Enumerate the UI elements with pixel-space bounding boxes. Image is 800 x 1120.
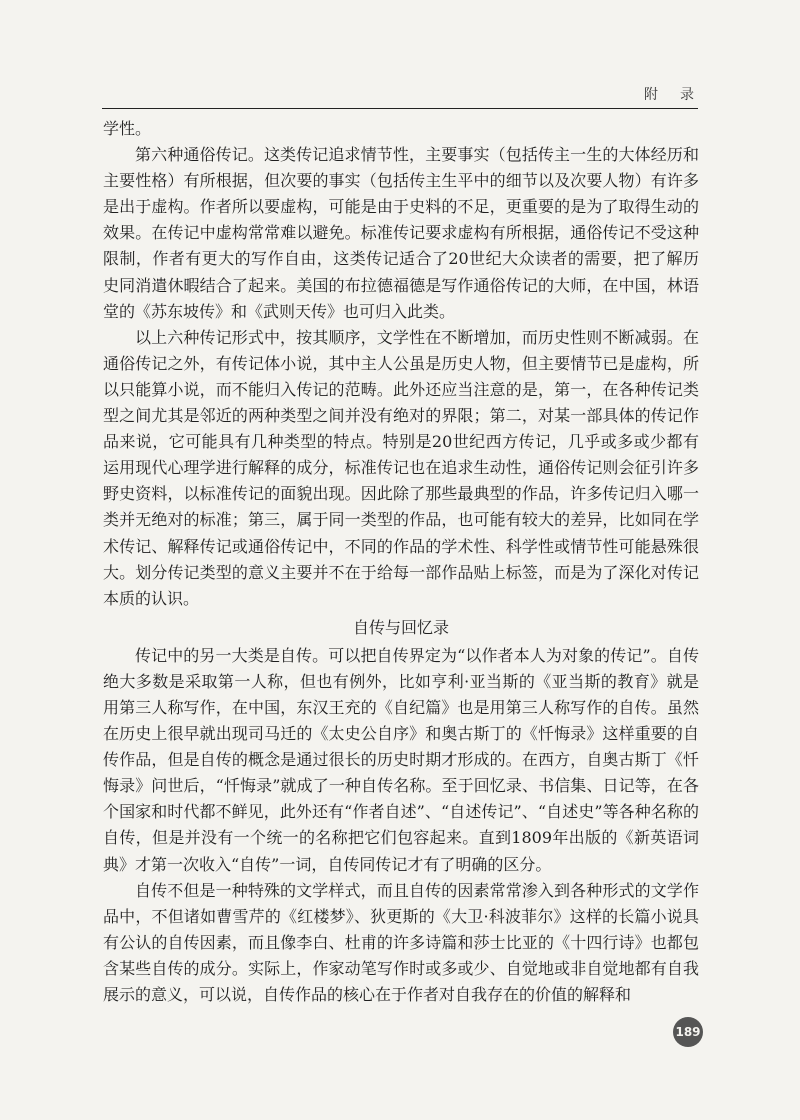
- paragraph-biography-types-summary: 以上六种传记形式中，按其顺序，文学性在不断增加，而历史性则不断减弱。在通俗传记之外，有传记体小说，其中主人公虽是历史人物，但主要情节已是虚构，所以只能算小说，而不能归入传记的范畴。此外还应当注意的是，第一，在各种传记类型之间尤其是邻近的两种类型之间并没有绝对的界限；第二，对某一部具体的传记作品来说，它可能具有几种类型的特点。特别是20世纪西方传记，几乎或多或少都有运用现代心理学进行解释的成分，标准传记也在追求生动性，通俗传记则会征引许多野史资料，以标准传记的面貌出现。因此除了那些最典型的作品，许多传记归入哪一类并无绝对的标准；第三，属于同一类型的作品，也可能有较大的差异，比如同在学术传记、解释传记或通俗传记中，不同的作品的学术性、科学性或情节性可能悬殊很大。划分传记类型的意义主要并不在于给每一部作品贴上标签，而是为了深化对传记本质的认识。: [103, 327, 699, 608]
- page-body: [103, 116, 699, 1008]
- page-number-badge: 189: [673, 1017, 703, 1047]
- section-title: 自传与回忆录: [352, 617, 449, 637]
- paragraph-autobiography-definition: 传记中的另一大类是自传。可以把自传界定为“以作者本人为对象的传记”。自传绝大多数是采取第一人称，但也有例外，比如亨利·亚当斯的《亚当斯的教育》就是用第三人称写作，在中国，东汉王充的《自纪篇》也是用第三人称写作的自传。虽然在历史上很早就出现司马迁的《太史公自序》和奥古斯丁的《忏悔录》这样重要的自传作品，但是自传的概念是通过很长的历史时期才形成的。在西方，自奥古斯丁《忏悔录》问世后，“忏悔录”就成了一种自传名称。至于回忆录、书信集、日记等，在各个国家和时代都不鲜见，此外还有“作者自述”、“自述传记”、“自述史”等各种名称的自传，但是并没有一个统一的名称把它们包容起来。直到1809年出版的《新英语词典》才第一次收入“自传”一词，自传同传记才有了明确的区分。: [103, 645, 699, 874]
- paragraph-popular-biography: 第六种通俗传记。这类传记追求情节性，主要事实（包括传主一生的大体经历和主要性格）有所根据，但次要的事实（包括传主生平中的细节以及次要人物）有许多是出于虚构。作者所以要虚构，可能是由于史料的不足，更重要的是为了取得生动的效果。在传记中虚构常常难以避免。标准传记要求虚构有所根据，通俗传记不受这种限制，作者有更大的写作自由，这类传记适合了20世纪大众读者的需要，把了解历史同消遣休暇结合了起来。美国的布拉德福德是写作通俗传记的大师，在中国，林语堂的《苏东坡传》和《武则天传》也可归入此类。: [103, 145, 699, 321]
- paragraph-continuation: 学性。: [103, 119, 152, 138]
- paragraph-autobiography-elements: 自传不但是一种特殊的文学样式，而且自传的因素常常渗入到各种形式的文学作品中，不但诸如曹雪芹的《红楼梦》、狄更斯的《大卫·科波菲尔》这样的长篇小说具有公认的自传因素，而且像李白、杜甫的许多诗篇和莎士比亚的《十四行诗》也都包含某些自传的成分。实际上，作家动笔写作时或多或少、自觉地或非自觉地都有自我展示的意义，可以说，自传作品的核心在于作者对自我存在的价值的解释和: [103, 880, 699, 1004]
- running-header: 附 录: [644, 87, 698, 103]
- header-rule: [102, 108, 698, 109]
